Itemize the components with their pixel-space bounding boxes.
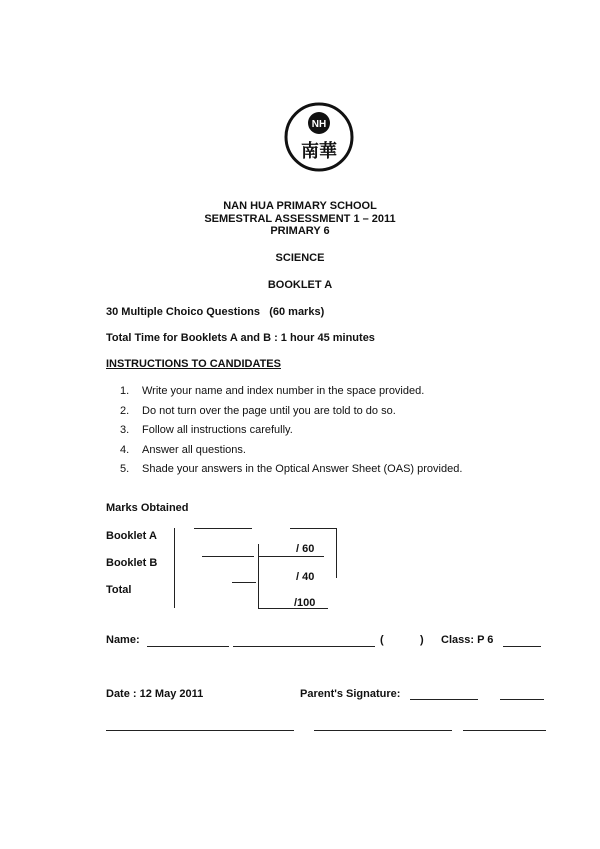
table-row-line	[258, 556, 324, 557]
instruction-item: 5. Shade your answers in the Optical Answer Sheet (OAS) provided.	[120, 463, 463, 475]
table-row-line	[202, 556, 254, 557]
school-name: NAN HUA PRIMARY SCHOOL	[223, 200, 377, 212]
total-max: /100	[294, 597, 316, 609]
signature-label: Parent's Signature:	[300, 688, 401, 700]
table-row-line	[258, 608, 328, 609]
name-field[interactable]	[147, 646, 229, 647]
time-info: Total Time for Booklets A and B : 1 hour 45 minutes	[106, 332, 375, 344]
table-border-left	[174, 528, 175, 608]
booklet-a-label: Booklet A	[106, 530, 157, 542]
class-field[interactable]	[503, 646, 541, 647]
booklet-title: BOOKLET A	[267, 279, 333, 291]
instruction-item: 2. Do not turn over the page until you are told to do so.	[120, 404, 396, 417]
booklet-b-label: Booklet B	[106, 557, 158, 569]
marks-table	[172, 524, 340, 614]
class-label: Class: P 6	[441, 634, 494, 646]
booklet-a-max: / 60	[296, 543, 315, 555]
instructions-list	[120, 382, 462, 480]
table-row-line	[232, 582, 256, 583]
signature-field-continued[interactable]	[500, 699, 544, 700]
name-field-continued[interactable]	[233, 646, 375, 647]
paren-open: (	[380, 634, 384, 646]
table-border-right	[336, 528, 337, 578]
instruction-item: 4. Answer all questions.	[120, 443, 246, 456]
name-label: Name:	[106, 634, 140, 646]
table-border-top	[194, 528, 252, 529]
svg-text:NH: NH	[311, 119, 327, 130]
table-mid-line	[258, 544, 259, 608]
questions-info	[106, 306, 324, 318]
booklet-b-max: / 40	[296, 571, 315, 583]
marks-obtained-title: Marks Obtained	[106, 502, 189, 514]
paren-close: )	[420, 634, 424, 646]
marks-text: (60 marks)	[269, 306, 325, 318]
table-border-top	[290, 528, 336, 529]
date-text: Date : 12 May 2011	[106, 688, 204, 700]
bottom-line	[106, 730, 294, 731]
school-logo	[284, 102, 354, 172]
instruction-item: 1. Write your name and index number in the space provided.	[120, 385, 425, 397]
instructions-title: INSTRUCTIONS TO CANDIDATES	[106, 358, 281, 370]
total-label: Total	[106, 584, 132, 596]
instruction-item: 3. Follow all instructions carefully.	[120, 424, 293, 436]
svg-text:南華: 南華	[301, 141, 337, 162]
bottom-line	[463, 730, 546, 731]
signature-field[interactable]	[410, 699, 478, 700]
subject: SCIENCE	[275, 252, 325, 264]
questions-text: 30 Multiple Choico Questions	[106, 306, 261, 318]
assessment-title: SEMESTRAL ASSESSMENT 1 – 2011	[204, 213, 396, 225]
bottom-line	[314, 730, 452, 731]
level: PRIMARY 6	[270, 225, 330, 237]
